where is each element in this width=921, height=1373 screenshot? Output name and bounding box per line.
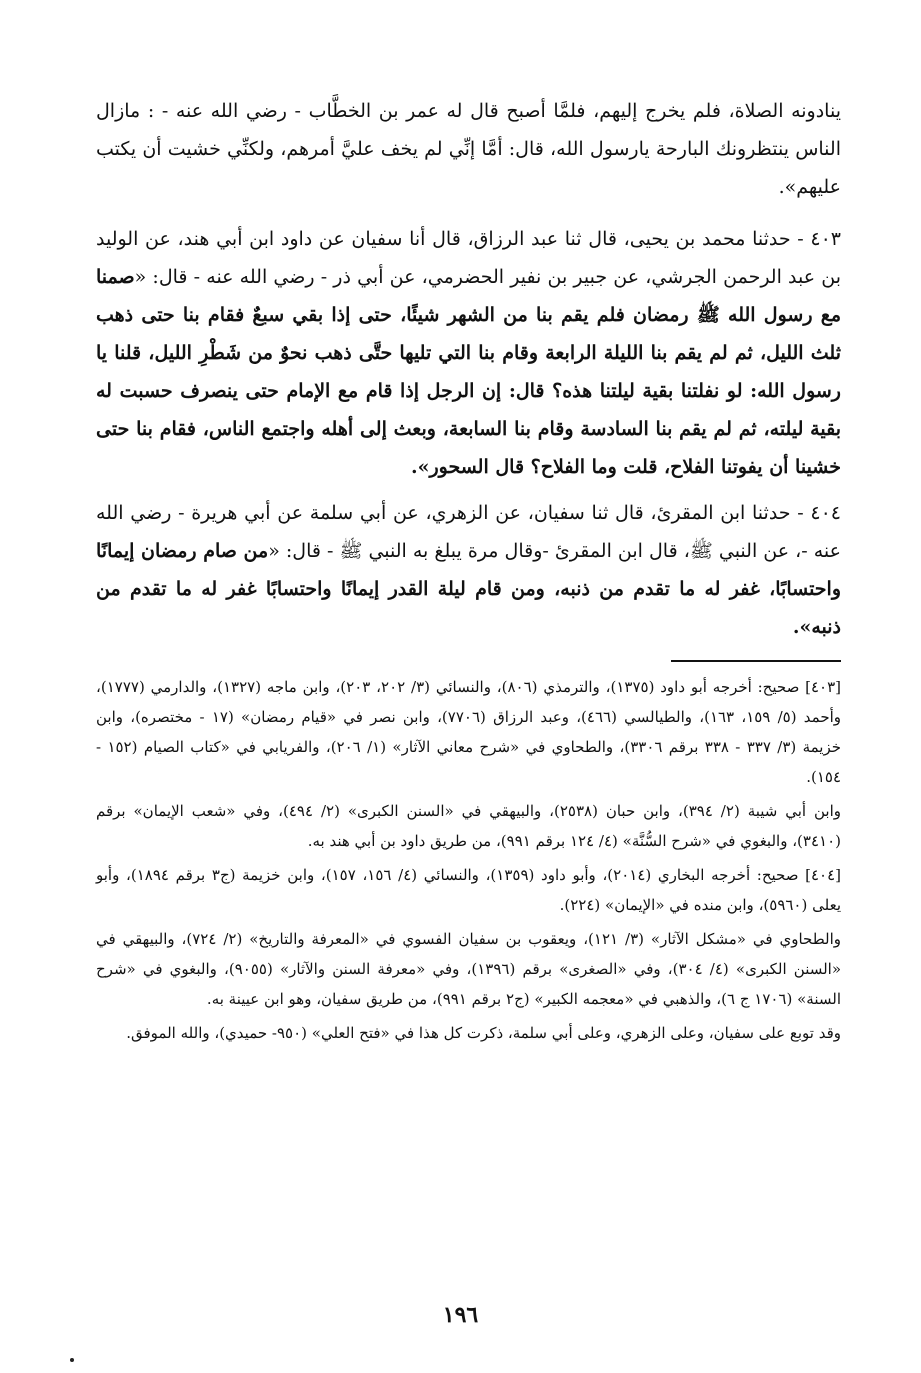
footnotes <box>96 672 841 1048</box>
footnote-403-a: [٤٠٣] صحيح: أخرجه أبو داود (١٣٧٥)، والترمذي (٨٠٦)، والنسائي (٣/ ٢٠٢، ٢٠٣)، وابن ماجه (١٣٢٧)، والدارمي (١٧٧٧)، وأحمد (٥/ ١٥٩، ١٦٣)، والطيالسي (٤٦٦)، وعبد الرزاق (٧٧٠٦)، وابن نصر في «قيام رمضان» (١٧ - مختصره)، وابن خزيمة (٣/ ٣٣٧ - ٣٣٨ برقم ٣٣٠٦)، والطحاوي في «شرح معاني الآثار» (١/ ٢٠٦)، والفريابي في «كتاب الصيام (١٥٢ - ١٥٤). <box>96 678 842 786</box>
continued-paragraph: ينادونه الصلاة، فلم يخرج إليهم، فلمَّا أصبح قال له عمر بن الخطَّاب - رضي الله عنه - : مازال الناس ينتظرونك البارحة يارسول الله، قال: أمَّا إنِّي لم يخف عليَّ أمرهم، ولكنِّي خشيت أن يكتب عليهم». <box>96 100 841 198</box>
footnote-403-b: وابن أبي شيبة (٢/ ٣٩٤)، وابن حبان (٢٥٣٨)، والبيهقي في «السنن الكبرى» (٢/ ٤٩٤)، وفي «شعب الإيمان» برقم (٣٤١٠)، والبغوي في «شرح السُّنَّة» (٤/ ١٢٤ برقم ٩٩١)، من طريق داود بن أبي هند به. <box>96 802 842 850</box>
scan-speck <box>70 1358 74 1362</box>
page-number: ١٩٦ <box>442 1302 479 1328</box>
hadith-404-isnad: ٤٠٤ - حدثنا ابن المقرئ، قال ثنا سفيان، عن الزهري، عن أبي سلمة عن أبي هريرة - رضي الله عنه -، عن النبي ﷺ، قال ابن المقرئ -وقال مرة يبلغ به النبي ﷺ - قال: « <box>96 502 841 562</box>
footnote-divider <box>671 660 841 662</box>
footnote-404-c: وقد توبع على سفيان، وعلى الزهري، وعلى أبي سلمة، ذكرت كل هذا في «فتح العلي» (٩٥٠- حميدي)، والله الموفق. <box>126 1024 841 1042</box>
footnote-404-a: [٤٠٤] صحيح: أخرجه البخاري (٢٠١٤)، وأبو داود (١٣٥٩)، والنسائي (٤/ ١٥٦، ١٥٧)، وابن خزيمة (ج٣ برقم ١٨٩٤)، وأبو يعلى (٥٩٦٠)، وابن منده في «الإيمان» (٢٢٤). <box>96 866 842 914</box>
footnote-404-b: والطحاوي في «مشكل الآثار» (٣/ ١٢١)، ويعقوب بن سفيان الفسوي في «المعرفة والتاريخ» (٢/ ٧٢٤)، والبيهقي في «السنن الكبرى» (٤/ ٣٠٤)، وفي «الصغرى» برقم (١٣٩٦)، وفي «معرفة السنن والآثار» (٩٠٥٥)، والبغوي في «شرح السنة» (١٧٠٦ ج ٦)، والذهبي في «معجمه الكبير» (ج٢ برقم ٩٩١)، من طريق سفيان، وهو ابن عيينة به. <box>96 930 842 1008</box>
hadith-403-isnad: ٤٠٣ - حدثنا محمد بن يحيى، قال ثنا عبد الرزاق، قال أنا سفيان عن داود ابن أبي هند، عن الوليد بن عبد الرحمن الجرشي، عن جبير بن نفير الحضرمي، عن أبي ذر - رضي الله عنه - قال: « <box>96 228 841 288</box>
hadith-403-matn: صمنا مع رسول الله ﷺ رمضان فلم يقم بنا من الشهر شيئًا، حتى إذا بقي سبعٌ فقام بنا حتى ذهب ثلث الليل، ثم لم يقم بنا الليلة الرابعة وقام بنا التي تليها حتَّى ذهب نحوٌ من شَطْرِ الليل، قلنا يا رسول الله: لو نفلتنا بقية ليلتنا هذه؟ قال: إن الرجل إذا قام مع الإمام حتى ينصرف حسبت له بقية ليلته، ثم لم يقم بنا السادسة وقام بنا السابعة، وبعث إلى أهله واجتمع الناس، فقام بنا حتى خشينا أن يفوتنا الفلاح، قلت وما الفلاح؟ قال السحور». <box>96 266 842 478</box>
hadith-403 <box>96 220 841 486</box>
hadith-404-matn: من صام رمضان إيمانًا واحتسابًا، غفر له ما تقدم من ذنبه، ومن قام ليلة القدر إيمانًا واحتسابًا غفر له ما تقدم من ذنبه». <box>96 540 841 638</box>
page-content <box>96 92 841 1052</box>
hadith-404 <box>96 494 841 646</box>
